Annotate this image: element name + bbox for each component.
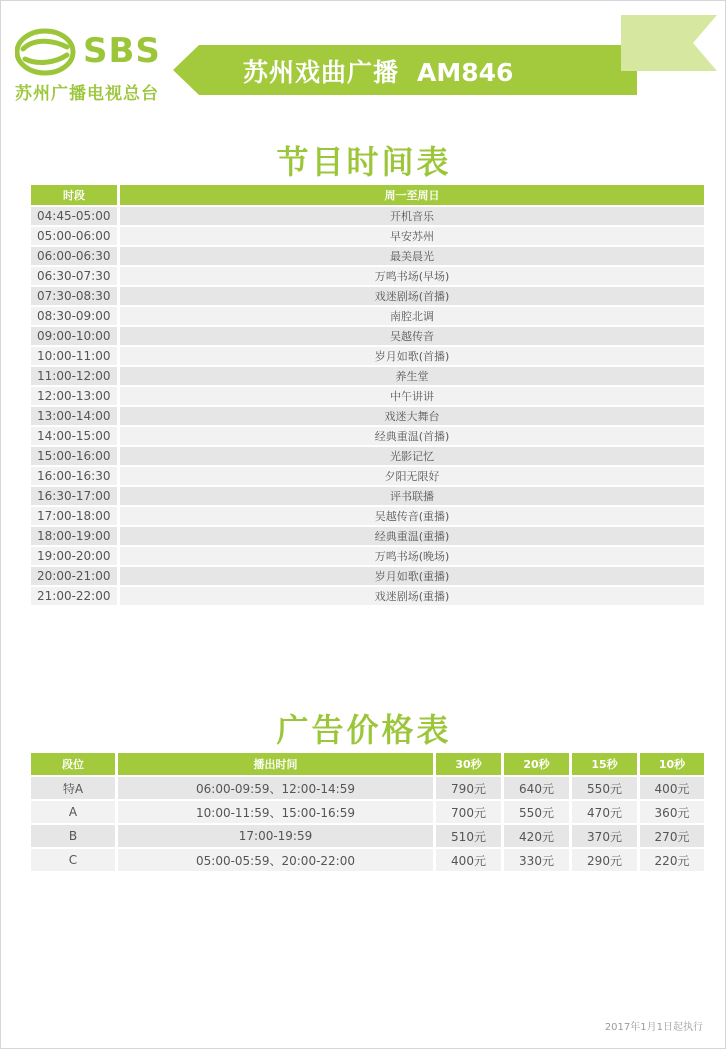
ad-price-15s-cell: 550元 bbox=[569, 777, 637, 799]
ad-time-cell: 17:00-19:59 bbox=[115, 825, 433, 847]
schedule-row bbox=[31, 507, 704, 525]
schedule-row bbox=[31, 287, 704, 305]
schedule-row bbox=[31, 387, 704, 405]
schedule-program-cell: 养生堂 bbox=[117, 367, 704, 385]
ad-level-cell: 特A bbox=[31, 777, 115, 799]
station-frequency: AM846 bbox=[417, 58, 514, 87]
schedule-row bbox=[31, 527, 704, 545]
schedule-time-cell: 13:00-14:00 bbox=[31, 407, 117, 425]
schedule-program-cell: 万鸣书场(晚场) bbox=[117, 547, 704, 565]
schedule-table bbox=[31, 183, 704, 607]
schedule-program-cell: 经典重温(首播) bbox=[117, 427, 704, 445]
schedule-time-cell: 19:00-20:00 bbox=[31, 547, 117, 565]
ad-price-30s-cell: 700元 bbox=[433, 801, 501, 823]
ad-price-10s-cell: 400元 bbox=[637, 777, 704, 799]
schedule-program-cell: 万鸣书场(早场) bbox=[117, 267, 704, 285]
logo-org-name: 苏州广播电视总台 bbox=[15, 84, 159, 104]
ad-time-cell: 06:00-09:59、12:00-14:59 bbox=[115, 777, 433, 799]
schedule-time-cell: 21:00-22:00 bbox=[31, 587, 117, 605]
ad-rates-title: 广告价格表 bbox=[276, 711, 452, 749]
schedule-header-time: 时段 bbox=[31, 185, 117, 205]
logo-sbs-text: SBS bbox=[83, 31, 161, 71]
schedule-time-cell: 16:30-17:00 bbox=[31, 487, 117, 505]
ad-rates-row bbox=[31, 825, 704, 847]
ad-rates-table bbox=[31, 751, 704, 873]
schedule-time-cell: 16:00-16:30 bbox=[31, 467, 117, 485]
schedule-time-cell: 12:00-13:00 bbox=[31, 387, 117, 405]
schedule-row bbox=[31, 407, 704, 425]
schedule-program-cell: 戏迷剧场(首播) bbox=[117, 287, 704, 305]
schedule-time-cell: 11:00-12:00 bbox=[31, 367, 117, 385]
ad-header-time: 播出时间 bbox=[115, 753, 433, 775]
schedule-time-cell: 17:00-18:00 bbox=[31, 507, 117, 525]
ad-rates-body bbox=[31, 777, 704, 871]
schedule-row bbox=[31, 307, 704, 325]
ad-price-20s-cell: 420元 bbox=[501, 825, 569, 847]
ad-rates-row bbox=[31, 777, 704, 799]
ad-price-30s-cell: 400元 bbox=[433, 849, 501, 871]
schedule-time-cell: 15:00-16:00 bbox=[31, 447, 117, 465]
ad-rates-header-row bbox=[31, 753, 704, 775]
ad-price-20s-cell: 550元 bbox=[501, 801, 569, 823]
ad-header-15s: 15秒 bbox=[569, 753, 637, 775]
schedule-program-cell: 光影记忆 bbox=[117, 447, 704, 465]
schedule-time-cell: 09:00-10:00 bbox=[31, 327, 117, 345]
ad-price-15s-cell: 290元 bbox=[569, 849, 637, 871]
schedule-program-cell: 经典重温(重播) bbox=[117, 527, 704, 545]
effective-date-note: 2017年1月1日起执行 bbox=[604, 1022, 703, 1033]
ad-level-cell: B bbox=[31, 825, 115, 847]
ad-level-cell: A bbox=[31, 801, 115, 823]
sbs-logo bbox=[15, 27, 175, 103]
schedule-program-cell: 中午讲讲 bbox=[117, 387, 704, 405]
schedule-row bbox=[31, 367, 704, 385]
ad-price-10s-cell: 220元 bbox=[637, 849, 704, 871]
ad-rates-row bbox=[31, 849, 704, 871]
ad-rates-row bbox=[31, 801, 704, 823]
schedule-time-cell: 14:00-15:00 bbox=[31, 427, 117, 445]
schedule-time-cell: 06:00-06:30 bbox=[31, 247, 117, 265]
schedule-time-cell: 07:30-08:30 bbox=[31, 287, 117, 305]
schedule-row bbox=[31, 347, 704, 365]
ad-header-10s: 10秒 bbox=[637, 753, 704, 775]
schedule-row bbox=[31, 247, 704, 265]
schedule-program-cell: 戏迷剧场(重播) bbox=[117, 587, 704, 605]
ad-time-cell: 05:00-05:59、20:00-22:00 bbox=[115, 849, 433, 871]
ad-price-30s-cell: 510元 bbox=[433, 825, 501, 847]
schedule-program-cell: 最美晨光 bbox=[117, 247, 704, 265]
schedule-row bbox=[31, 447, 704, 465]
schedule-program-cell: 早安苏州 bbox=[117, 227, 704, 245]
schedule-time-cell: 05:00-06:00 bbox=[31, 227, 117, 245]
sbs-swirl-icon bbox=[15, 27, 77, 77]
schedule-header-row bbox=[31, 185, 704, 205]
schedule-time-cell: 04:45-05:00 bbox=[31, 207, 117, 225]
schedule-title: 节目时间表 bbox=[276, 143, 452, 181]
ad-price-30s-cell: 790元 bbox=[433, 777, 501, 799]
schedule-program-cell: 吴越传音(重播) bbox=[117, 507, 704, 525]
schedule-time-cell: 08:30-09:00 bbox=[31, 307, 117, 325]
schedule-time-cell: 20:00-21:00 bbox=[31, 567, 117, 585]
corner-ribbon-icon bbox=[621, 15, 717, 71]
ad-header-20s: 20秒 bbox=[501, 753, 569, 775]
ad-price-10s-cell: 360元 bbox=[637, 801, 704, 823]
ad-price-15s-cell: 470元 bbox=[569, 801, 637, 823]
schedule-program-cell: 南腔北调 bbox=[117, 307, 704, 325]
schedule-time-cell: 06:30-07:30 bbox=[31, 267, 117, 285]
schedule-row bbox=[31, 427, 704, 445]
schedule-program-cell: 吴越传音 bbox=[117, 327, 704, 345]
schedule-program-cell: 夕阳无限好 bbox=[117, 467, 704, 485]
ad-level-cell: C bbox=[31, 849, 115, 871]
schedule-time-cell: 18:00-19:00 bbox=[31, 527, 117, 545]
station-name: 苏州戏曲广播 bbox=[243, 58, 400, 87]
schedule-row bbox=[31, 207, 704, 225]
station-title bbox=[243, 53, 513, 89]
station-banner bbox=[173, 45, 637, 95]
schedule-program-cell: 岁月如歌(首播) bbox=[117, 347, 704, 365]
schedule-header-days: 周一至周日 bbox=[117, 185, 704, 205]
schedule-row bbox=[31, 227, 704, 245]
schedule-row bbox=[31, 327, 704, 345]
schedule-row bbox=[31, 267, 704, 285]
schedule-row bbox=[31, 547, 704, 565]
schedule-body bbox=[31, 207, 704, 605]
ad-price-10s-cell: 270元 bbox=[637, 825, 704, 847]
schedule-program-cell: 戏迷大舞台 bbox=[117, 407, 704, 425]
schedule-row bbox=[31, 467, 704, 485]
schedule-row bbox=[31, 487, 704, 505]
ad-header-30s: 30秒 bbox=[433, 753, 501, 775]
schedule-row bbox=[31, 587, 704, 605]
schedule-time-cell: 10:00-11:00 bbox=[31, 347, 117, 365]
ad-price-20s-cell: 640元 bbox=[501, 777, 569, 799]
ad-time-cell: 10:00-11:59、15:00-16:59 bbox=[115, 801, 433, 823]
schedule-row bbox=[31, 567, 704, 585]
schedule-program-cell: 开机音乐 bbox=[117, 207, 704, 225]
ad-header-level: 段位 bbox=[31, 753, 115, 775]
ad-price-15s-cell: 370元 bbox=[569, 825, 637, 847]
ad-price-20s-cell: 330元 bbox=[501, 849, 569, 871]
schedule-program-cell: 岁月如歌(重播) bbox=[117, 567, 704, 585]
schedule-program-cell: 评书联播 bbox=[117, 487, 704, 505]
